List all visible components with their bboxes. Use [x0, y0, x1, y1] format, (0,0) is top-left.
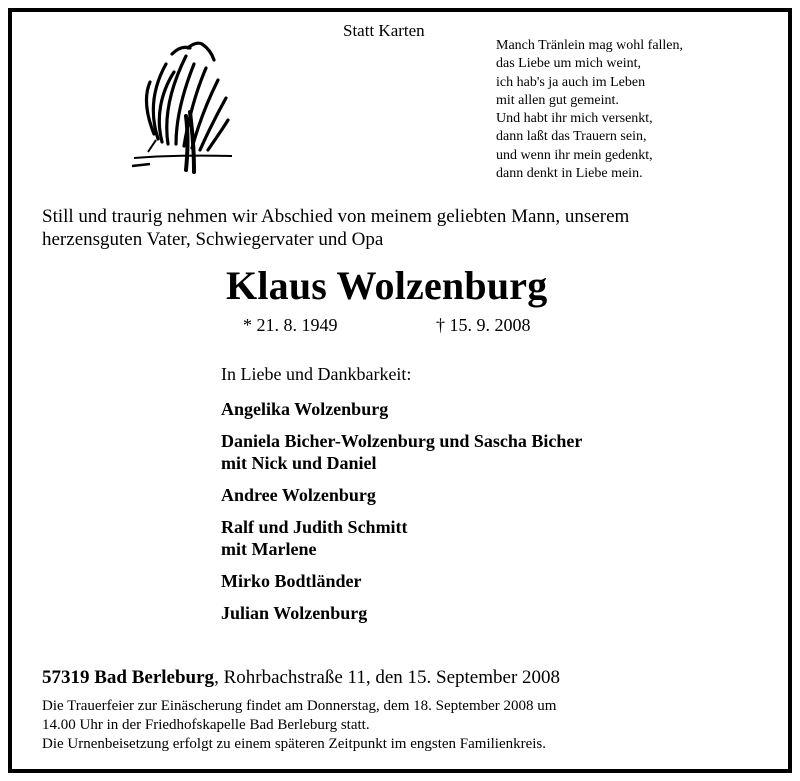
note-line: 14.00 Uhr in der Friedhofskapelle Bad Berleburg statt.: [42, 717, 370, 733]
family-entry: [221, 602, 582, 624]
poem-line: das Liebe um mich weint,: [496, 56, 642, 72]
birth-date: * 21. 8. 1949: [243, 315, 338, 335]
family-line: Angelika Wolzenburg: [221, 399, 389, 419]
funeral-notes: [42, 697, 556, 754]
note-line: Die Urnenbeisetzung erfolgt zu einem späteren Zeitpunkt im engsten Familienkreis.: [42, 736, 547, 752]
deceased-name: Klaus Wolzenburg: [226, 263, 548, 308]
family-line: Daniela Bicher-Wolzenburg und Sascha Bicher: [221, 431, 583, 451]
poem-line: und wenn ihr mein gedenkt,: [496, 147, 653, 163]
family-list: [221, 398, 582, 634]
family-line: Ralf und Judith Schmitt: [221, 517, 408, 537]
poem-line: dann laßt das Trauern sein,: [496, 129, 647, 145]
poem-line: Manch Tränlein mag wohl fallen,: [496, 38, 684, 53]
family-entry: [221, 430, 582, 474]
weeping-willow-icon: [128, 34, 236, 184]
in-love-line: In Liebe und Dankbarkeit:: [221, 364, 412, 384]
note-line: Die Trauerfeier zur Einäscherung findet am Donnerstag, dem 18. September 2008 um: [42, 698, 557, 714]
intro-text: [42, 205, 629, 251]
poem-line: mit allen gut gemeint.: [496, 92, 619, 108]
poem: [496, 37, 683, 183]
family-entry: [221, 484, 582, 506]
family-entry: [221, 516, 582, 560]
place-city: 57319 Bad Berleburg: [42, 667, 215, 688]
family-line: Andree Wolzenburg: [221, 485, 376, 505]
family-line: Julian Wolzenburg: [221, 603, 368, 623]
place-date-line: [42, 667, 560, 689]
family-entry: [221, 398, 582, 420]
family-line: Mirko Bodtländer: [221, 571, 362, 591]
family-line: mit Marlene: [221, 539, 317, 559]
family-line: mit Nick und Daniel: [221, 453, 377, 473]
death-date: † 15. 9. 2008: [436, 315, 531, 335]
poem-line: ich hab's ja auch im Leben: [496, 74, 646, 90]
header-statt-karten: Statt Karten: [343, 21, 425, 40]
place-address: , Rohrbachstraße 11, den 15. September 2008: [214, 667, 561, 688]
intro-line: herzensguten Vater, Schwiegervater und Opa: [42, 229, 384, 250]
poem-line: dann denkt in Liebe mein.: [496, 166, 643, 182]
intro-line: Still und traurig nehmen wir Abschied von meinem geliebten Mann, unserem: [42, 206, 630, 227]
poem-line: Und habt ihr mich versenkt,: [496, 111, 653, 127]
family-entry: [221, 570, 582, 592]
